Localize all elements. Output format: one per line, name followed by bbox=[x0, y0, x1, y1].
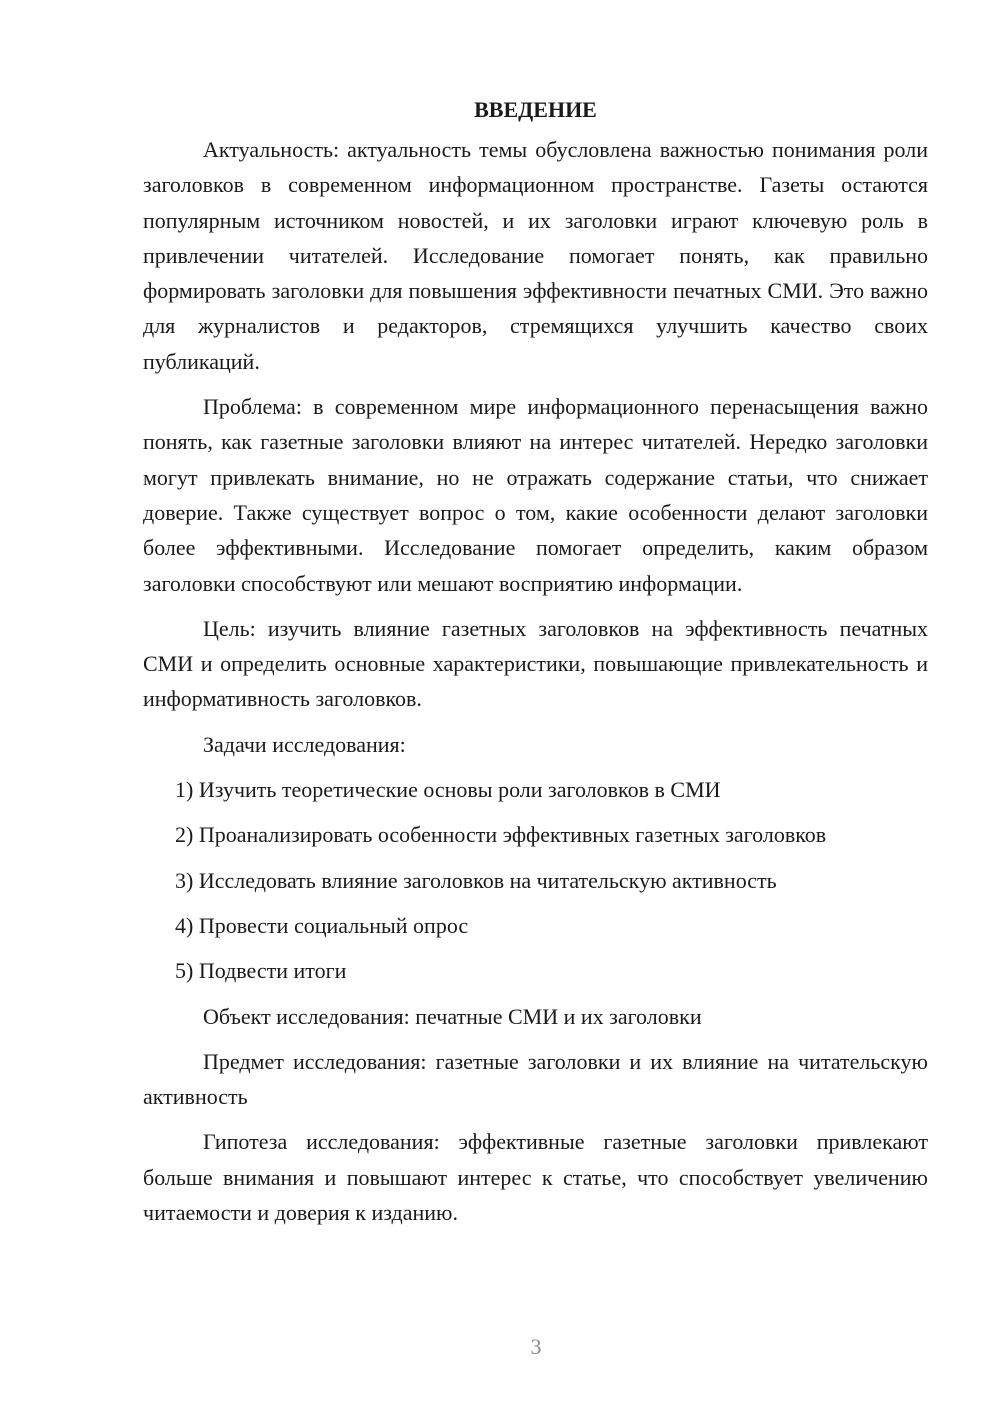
page-number: 3 bbox=[530, 1334, 542, 1359]
subject-paragraph: Предмет исследования: газетные заголовки и их влияние на читательскую активность bbox=[143, 1048, 928, 1110]
object-paragraph: Объект исследования: печатные СМИ и их заголовки bbox=[203, 1003, 702, 1029]
task-item: 1) Изучить теоретические основы роли заголовков в СМИ bbox=[175, 777, 721, 803]
tasks-list bbox=[143, 772, 928, 988]
task-item: 2) Проанализировать особенности эффективных газетных заголовков bbox=[175, 822, 827, 848]
task-item: 5) Подвести итоги bbox=[175, 958, 347, 984]
page-content bbox=[143, 92, 928, 1240]
task-item: 3) Исследовать влияние заголовков на читательскую активность bbox=[175, 867, 777, 893]
relevance-paragraph: Актуальность: актуальность темы обусловлена важностью понимания роли заголовков в современном информационном пространстве. Газеты остаются популярным источником новостей, и их заголовки играют ключевую роль в привлечении читателей. Исследование помогает понять, как правильно формировать заголовки для повышения эффективности печатных СМИ. Это важно для журналистов и редакторов, стремящихся улучшить качество своих публикаций. bbox=[143, 137, 928, 374]
section-title: ВВЕДЕНИЕ bbox=[474, 97, 597, 122]
problem-paragraph: Проблема: в современном мире информационного перенасыщения важно понять, как газетные заголовки влияют на интерес читателей. Нередко заголовки могут привлекать внимание, но не отражать содержание статьи, что снижает доверие. Также существует вопрос о том, какие особенности делают заголовки более эффективными. Исследование помогает определить, каким образом заголовки способствуют или мешают восприятию информации. bbox=[143, 394, 928, 596]
goal-paragraph: Цель: изучить влияние газетных заголовков на эффективность печатных СМИ и определить основные характеристики, повышающие привлекательность и информативность заголовков. bbox=[143, 615, 928, 712]
task-item: 4) Провести социальный опрос bbox=[175, 912, 469, 938]
tasks-label: Задачи исследования: bbox=[203, 731, 406, 757]
hypothesis-paragraph: Гипотеза исследования: эффективные газетные заголовки привлекают больше внимания и повышают интерес к статье, что способствует увеличению читаемости и доверия к изданию. bbox=[143, 1129, 928, 1226]
